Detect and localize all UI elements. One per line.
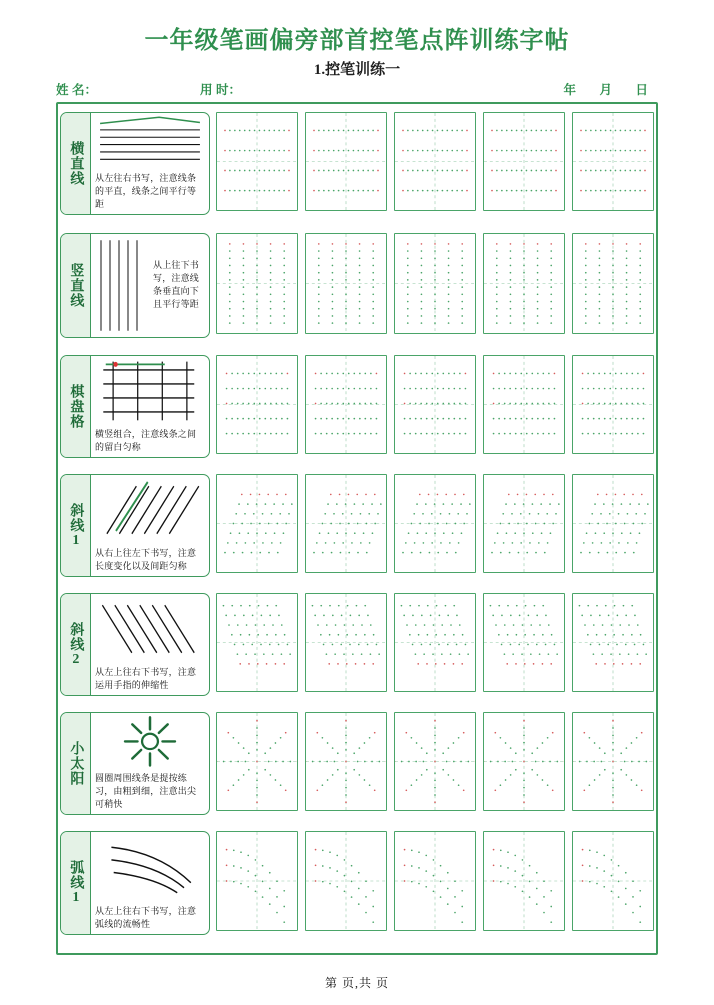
practice-cell[interactable] [216, 355, 298, 454]
legend-stroke-illustration [91, 356, 209, 426]
meta-fields [56, 80, 658, 100]
practice-cell[interactable] [305, 112, 387, 211]
practice-cell[interactable] [572, 355, 654, 454]
legend-body [91, 475, 209, 576]
practice-cell[interactable] [572, 831, 654, 931]
practice-cell[interactable] [216, 831, 298, 931]
legend-description: 从上往下书写，注意线条垂直向下且平行等距 [153, 259, 200, 310]
time-field-label: 用 时： [200, 83, 241, 97]
legend-stroke-illustration [91, 832, 209, 903]
legend-body [91, 113, 209, 214]
page-subtitle: 1.控笔训练一 [313, 62, 401, 78]
row-label-text: 横直线 [68, 141, 84, 186]
row-label-text: 竖直线 [68, 263, 84, 308]
practice-cell[interactable] [572, 474, 654, 573]
legend-stroke-illustration [91, 594, 209, 664]
row-label [61, 832, 91, 934]
row-label-text: 斜线2 [68, 621, 84, 668]
practice-cell[interactable] [305, 712, 387, 811]
practice-cell[interactable] [305, 474, 387, 573]
practice-cells [210, 712, 654, 815]
practice-cells [210, 831, 654, 935]
legend-stroke-illustration [91, 713, 209, 770]
practice-cells [210, 593, 654, 696]
practice-cell[interactable] [483, 712, 565, 811]
practice-cell[interactable] [394, 474, 476, 573]
practice-cell[interactable] [572, 112, 654, 211]
date-field-label: 年 月 日 [563, 83, 658, 97]
practice-cell[interactable] [216, 112, 298, 211]
practice-cell[interactable] [216, 233, 298, 334]
practice-row [60, 831, 654, 935]
row-label [61, 113, 91, 214]
practice-cell[interactable] [394, 112, 476, 211]
legend-description: 从左往右书写，注意线条的平直，线条之间平行等距 [95, 172, 197, 209]
row-legend-4 [60, 474, 210, 577]
practice-cell[interactable] [572, 233, 654, 334]
row-legend-3 [60, 355, 210, 458]
legend-stroke-illustration [91, 113, 209, 170]
practice-cells [210, 474, 654, 577]
row-legend-7 [60, 831, 210, 935]
legend-description: 圆圈周围线条是提按练习，由粗到细，注意出尖可稍快 [95, 772, 197, 809]
legend-description: 从左上往右下书写，注意运用手指的伸缩性 [95, 666, 197, 690]
practice-cells [210, 233, 654, 338]
practice-cell[interactable] [216, 474, 298, 573]
practice-rows [60, 106, 654, 951]
practice-cell[interactable] [394, 593, 476, 692]
practice-cell[interactable] [216, 712, 298, 811]
row-label-text: 小太阳 [68, 741, 84, 786]
practice-cell[interactable] [394, 355, 476, 454]
practice-row [60, 474, 654, 577]
practice-cell[interactable] [394, 233, 476, 334]
row-label [61, 594, 91, 695]
practice-cells [210, 112, 654, 215]
row-label [61, 713, 91, 814]
page-footer: 第 页,共 页 [324, 976, 389, 990]
practice-cell[interactable] [483, 233, 565, 334]
row-label-text: 弧线1 [68, 860, 84, 906]
legend-stroke-illustration [91, 234, 149, 337]
practice-cell[interactable] [483, 831, 565, 931]
practice-cell[interactable] [305, 831, 387, 931]
practice-cell[interactable] [394, 831, 476, 931]
legend-body [91, 594, 209, 695]
practice-cell[interactable] [305, 593, 387, 692]
practice-cell[interactable] [305, 233, 387, 334]
legend-body [91, 832, 209, 934]
practice-cell[interactable] [483, 593, 565, 692]
page-title: 一年级笔画偏旁部首控笔点阵训练字帖 [144, 28, 570, 54]
practice-cell[interactable] [572, 712, 654, 811]
legend-body [91, 356, 209, 457]
practice-cell[interactable] [483, 112, 565, 211]
row-label-text: 斜线1 [68, 502, 84, 549]
row-label-text: 棋盘格 [68, 384, 84, 429]
row-legend-6 [60, 712, 210, 815]
practice-cell[interactable] [483, 355, 565, 454]
practice-cell[interactable] [483, 474, 565, 573]
row-legend-5 [60, 593, 210, 696]
practice-row [60, 233, 654, 338]
legend-body [91, 713, 209, 814]
row-legend-2 [60, 233, 210, 338]
practice-row [60, 712, 654, 815]
row-label [61, 234, 91, 337]
legend-description: 从右上往左下书写，注意长度变化以及间距匀称 [95, 547, 197, 571]
legend-body [91, 234, 209, 337]
practice-cell[interactable] [394, 712, 476, 811]
row-label [61, 475, 91, 576]
row-legend-1 [60, 112, 210, 215]
practice-cell[interactable] [216, 593, 298, 692]
practice-row [60, 355, 654, 458]
practice-row [60, 112, 654, 215]
row-label [61, 356, 91, 457]
legend-description: 从左上往右下书写，注意弧线的流畅性 [95, 905, 197, 929]
practice-cells [210, 355, 654, 458]
legend-description: 横竖组合，注意线条之间的留白匀称 [95, 428, 197, 452]
practice-row [60, 593, 654, 696]
practice-cell[interactable] [305, 355, 387, 454]
name-field-label: 姓 名： [56, 83, 97, 97]
practice-cell[interactable] [572, 593, 654, 692]
legend-stroke-illustration [91, 475, 209, 545]
